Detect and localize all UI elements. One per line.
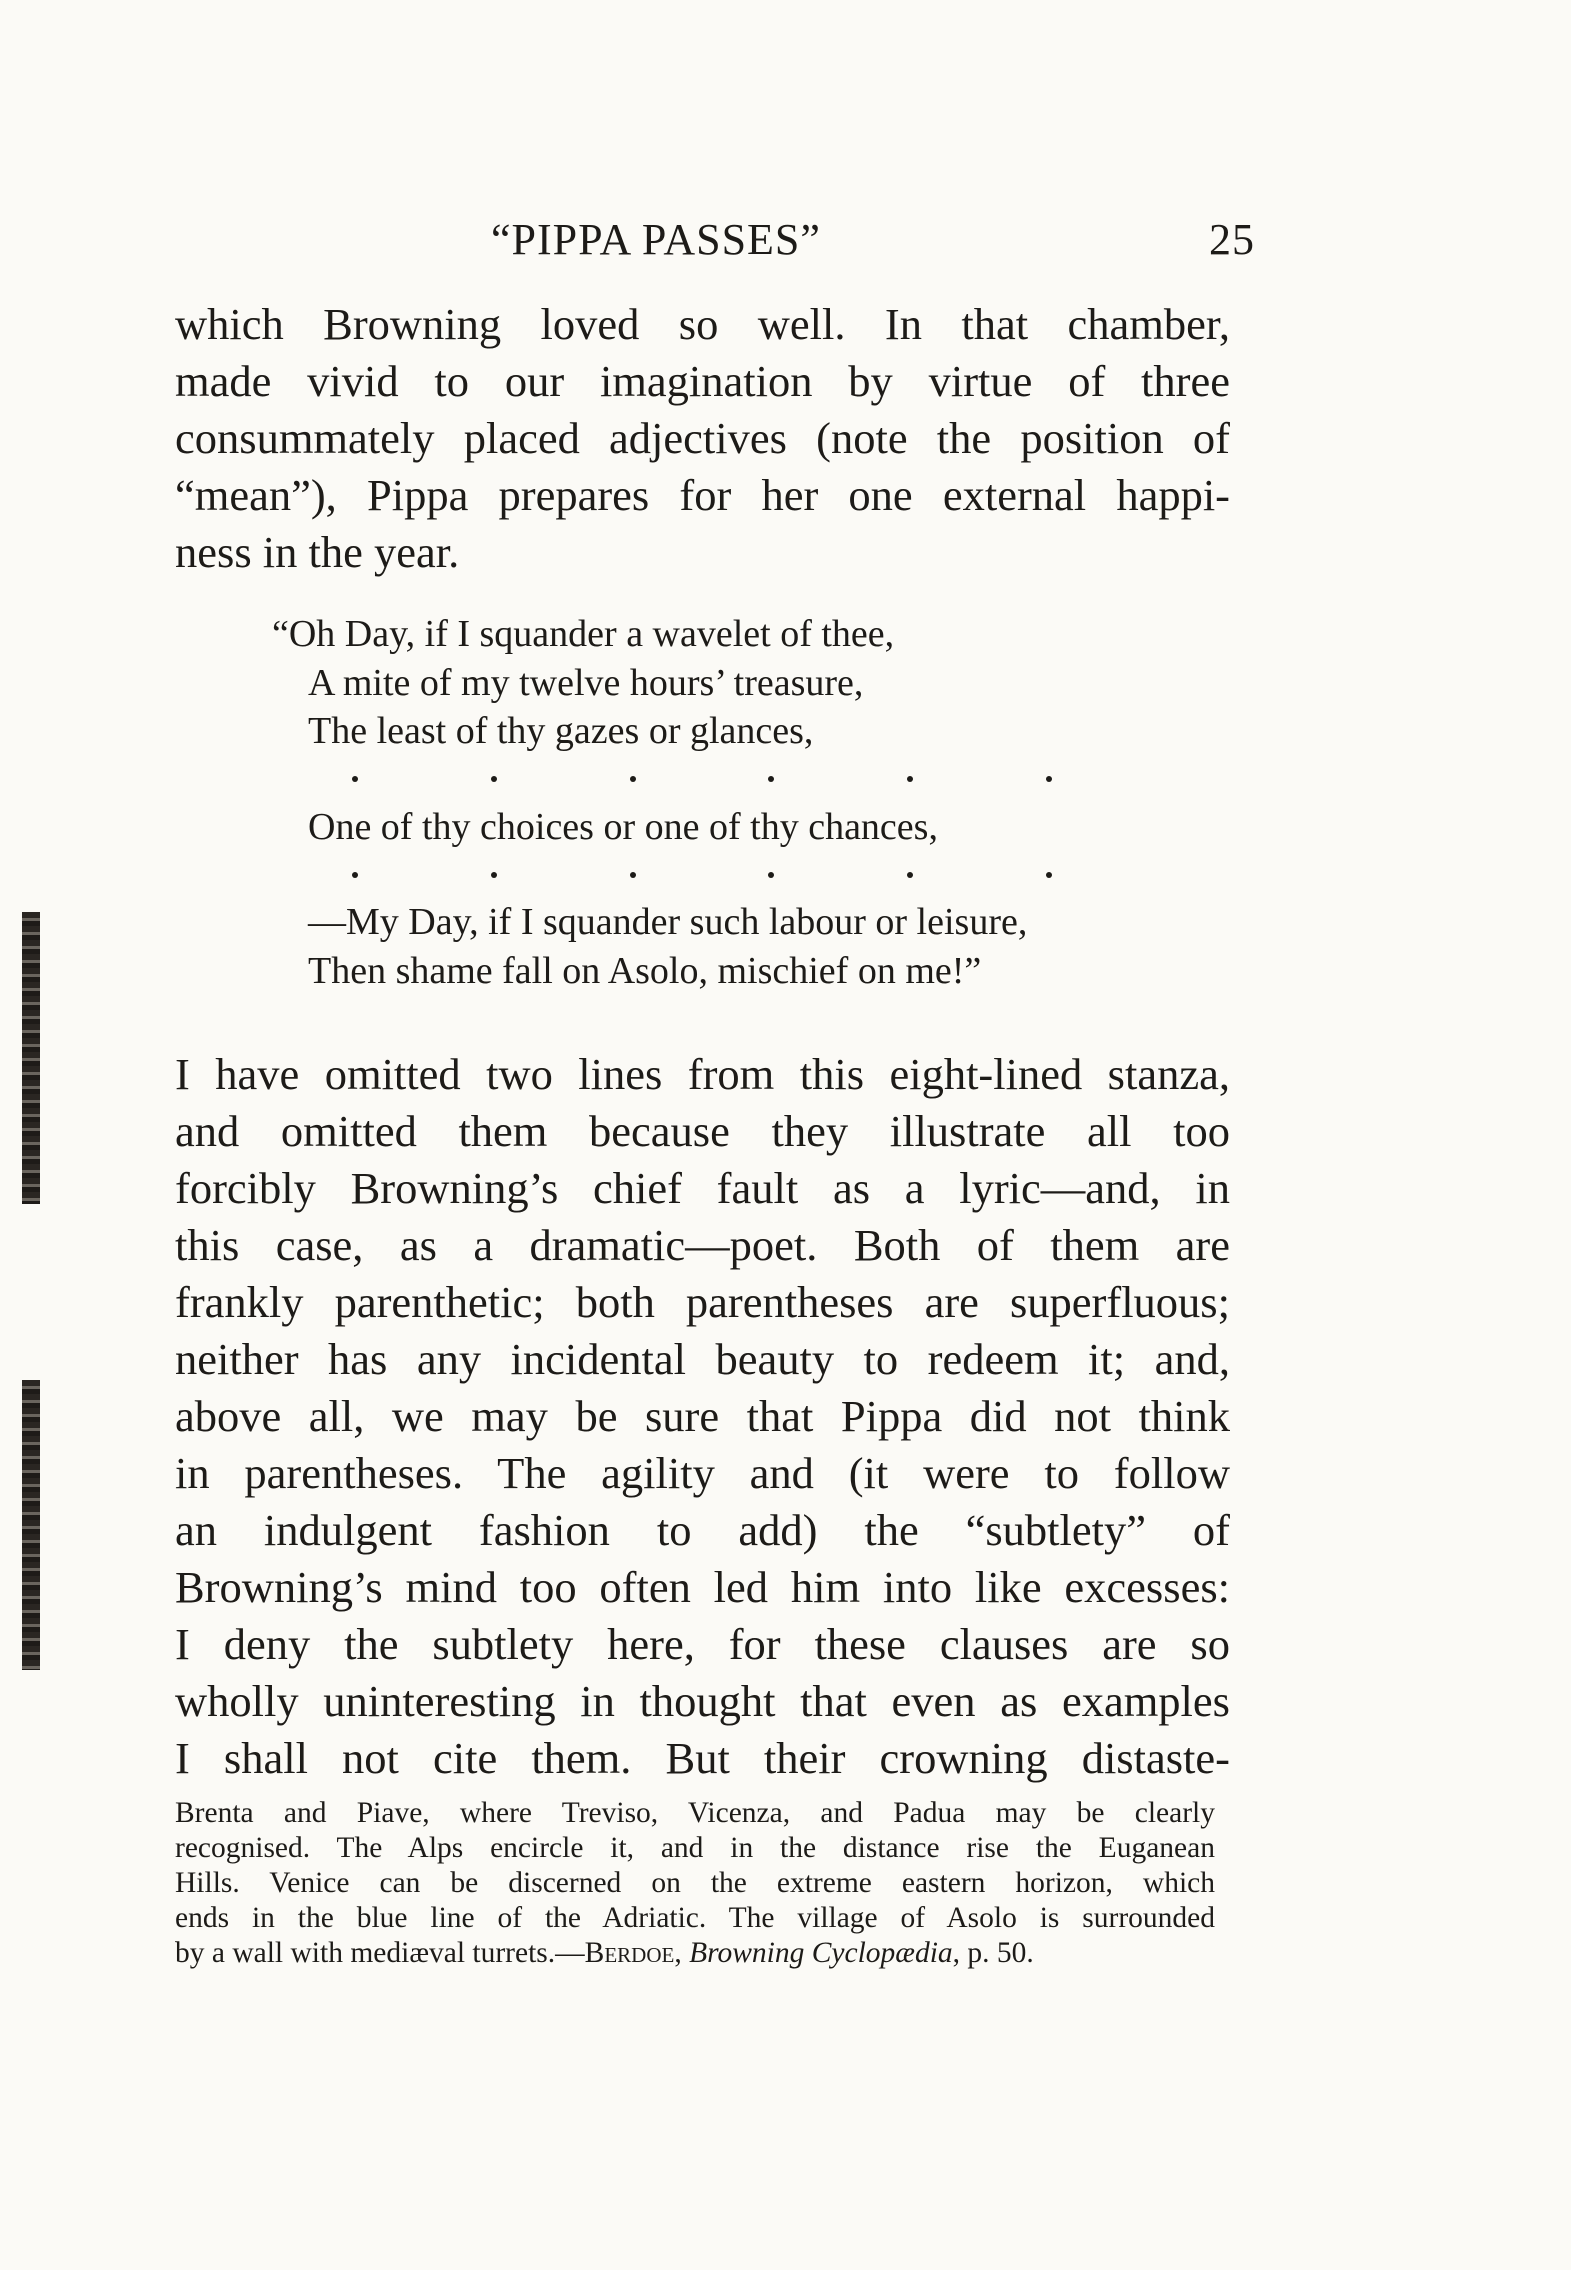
running-title: “PIPPA PASSES” xyxy=(491,215,821,264)
verse-line: The least of thy gazes or glances, xyxy=(308,710,814,752)
paragraph-commentary xyxy=(175,1046,1230,1787)
text-line: made vivid to our imagination by virtue of three xyxy=(175,356,1230,406)
footnote-line: recognised. The Alps encircle it, and in the distance rise the Euganean xyxy=(175,1832,1215,1864)
text-line: forcibly Browning’s chief fault as a lyric—and, in xyxy=(175,1163,1230,1213)
text-line: I deny the subtlety here, for these clauses are so xyxy=(175,1619,1230,1669)
footnote-prefix: by a wall with mediæval turrets.— xyxy=(175,1937,585,1969)
page-number: 25 xyxy=(1209,215,1255,264)
verse-line: One of thy choices or one of thy chances, xyxy=(308,805,938,848)
text-line: which Browning loved so well. In that chamber, xyxy=(175,299,1230,349)
paragraph-intro xyxy=(175,296,1230,581)
text-line: an indulgent fashion to add) the “subtlety” of xyxy=(175,1505,1230,1555)
text-line: wholly uninteresting in thought that even as examples xyxy=(175,1676,1230,1726)
text-line: “mean”), Pippa prepares for her one external happi- xyxy=(175,470,1230,520)
verse-line: A mite of my twelve hours’ treasure, xyxy=(308,661,864,704)
footnote-citation-line: by a wall with mediæval turrets.—Berdoe, Browning Cyclopædia, p. 50. xyxy=(175,1937,1034,1969)
citation-author: Berdoe xyxy=(584,1937,675,1969)
citation-page: , p. 50. xyxy=(952,1937,1034,1969)
text-line: frankly parenthetic; both parentheses are superfluous; xyxy=(175,1277,1230,1327)
text-line: I have omitted two lines from this eight-lined stanza, xyxy=(175,1049,1230,1099)
verse-line: —My Day, if I squander such labour or leisure, xyxy=(308,901,1028,943)
text-line: this case, as a dramatic—poet. Both of them are xyxy=(175,1220,1230,1270)
text-line: I shall not cite them. But their crowning distaste- xyxy=(175,1733,1230,1783)
binding-mark xyxy=(22,1380,40,1670)
footnote-line: Brenta and Piave, where Treviso, Vicenza, and Padua may be clearly xyxy=(175,1797,1215,1829)
verse-line: “Oh Day, if I squander a wavelet of thee, xyxy=(272,613,895,655)
footnote-line: ends in the blue line of the Adriatic. The village of Asolo is surrounded xyxy=(175,1902,1215,1934)
text-line: and omitted them because they illustrate all too xyxy=(175,1106,1230,1156)
verse-quotation xyxy=(272,610,1172,995)
verse-line: Then shame fall on Asolo, mischief on me!” xyxy=(308,949,982,992)
text-line: above all, we may be sure that Pippa did not think xyxy=(175,1391,1230,1441)
text-line: consummately placed adjectives (note the position of xyxy=(175,413,1230,463)
binding-mark xyxy=(22,912,40,1204)
footnote xyxy=(175,1796,1215,1971)
text-line: neither has any incidental beauty to redeem it; and, xyxy=(175,1334,1230,1384)
text-line: ness in the year. xyxy=(175,527,460,577)
ellipsis-dots xyxy=(272,851,1052,898)
text-line: in parentheses. The agility and (it were to follow xyxy=(175,1448,1230,1498)
citation-book: Browning Cyclopædia xyxy=(689,1937,953,1969)
text-line: Browning’s mind too often led him into like excesses: xyxy=(175,1562,1230,1612)
footnote-line: Hills. Venice can be discerned on the extreme eastern horizon, which xyxy=(175,1867,1215,1899)
ellipsis-dots xyxy=(272,756,1052,803)
